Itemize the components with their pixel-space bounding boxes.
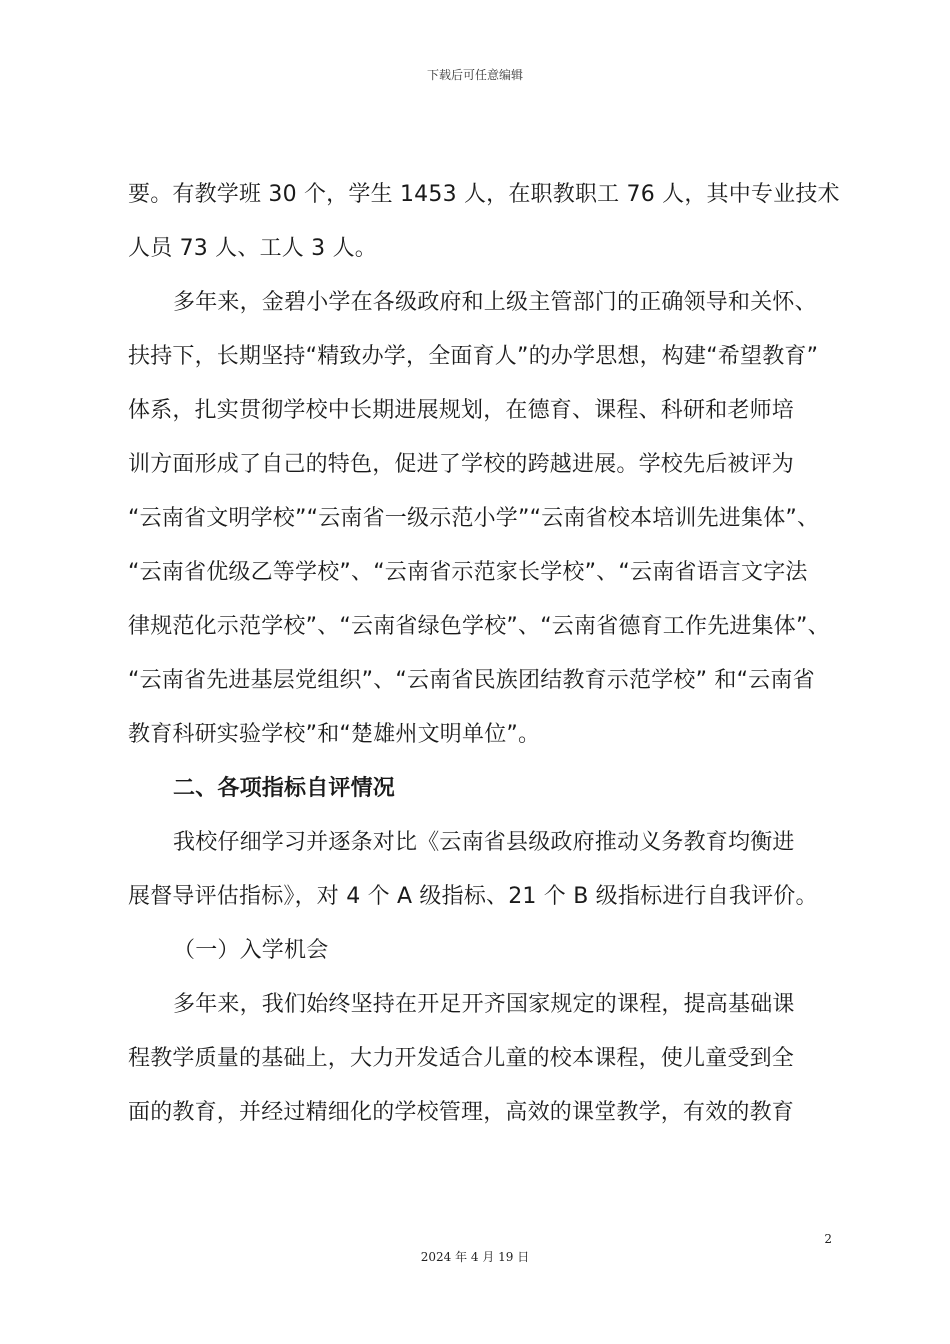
page-number: 2 <box>824 1232 832 1246</box>
text-line: 律规范化示范学校”、“云南省绿色学校”、“云南省德育工作先进集体”、 <box>128 614 830 639</box>
subsection-heading: （一）入学机会 <box>173 938 329 963</box>
text-line: “云南省先进基层党组织”、“云南省民族团结教育示范学校” 和“云南省 <box>128 668 815 693</box>
text-line: 展督导评估指标》，对 4 个 A 级指标、21 个 B 级指标进行自我评价。 <box>128 884 818 909</box>
paragraph-start-line: 我校仔细学习并逐条对比《云南省县级政府推动义务教育均衡进 <box>173 830 795 855</box>
footer-date: 2024 年 4 月 19 日 <box>420 1250 530 1264</box>
text-line: 面的教育，并经过精细化的学校管理，高效的课堂教学，有效的教育 <box>128 1100 795 1125</box>
text-line: 训方面形成了自己的特色，促进了学校的跨越进展。学校先后被评为 <box>128 452 795 477</box>
paragraph-start-line: 多年来，金碧小学在各级政府和上级主管部门的正确领导和关怀、 <box>173 290 817 315</box>
text-line: “云南省文明学校”“云南省一级示范小学”“云南省校本培训先进集体”、 <box>128 506 820 531</box>
section-heading: 二、各项指标自评情况 <box>173 776 396 801</box>
text-line: 人员 73 人、工人 3 人。 <box>128 236 377 261</box>
text-line: “云南省优级乙等学校”、“云南省示范家长学校”、“云南省语言文字法 <box>128 560 808 585</box>
text-line: 程教学质量的基础上，大力开发适合儿童的校本课程，使儿童受到全 <box>128 1046 795 1071</box>
text-line: 扶持下，长期坚持“精致办学，全面育人”的办学思想，构建“希望教育” <box>128 344 819 369</box>
header-note: 下载后可任意编辑 <box>426 68 523 82</box>
text-line: 教育科研实验学校”和“楚雄州文明单位”。 <box>128 722 541 747</box>
body-text <box>128 168 838 1140</box>
text-line: 体系，扎实贯彻学校中长期进展规划，在德育、课程、科研和老师培 <box>128 398 795 423</box>
text-line: 要。有教学班 30 个，学生 1453 人，在职教职工 76 人，其中专业技术 <box>128 182 840 207</box>
paragraph-start-line: 多年来，我们始终坚持在开足开齐国家规定的课程，提高基础课 <box>173 992 795 1017</box>
